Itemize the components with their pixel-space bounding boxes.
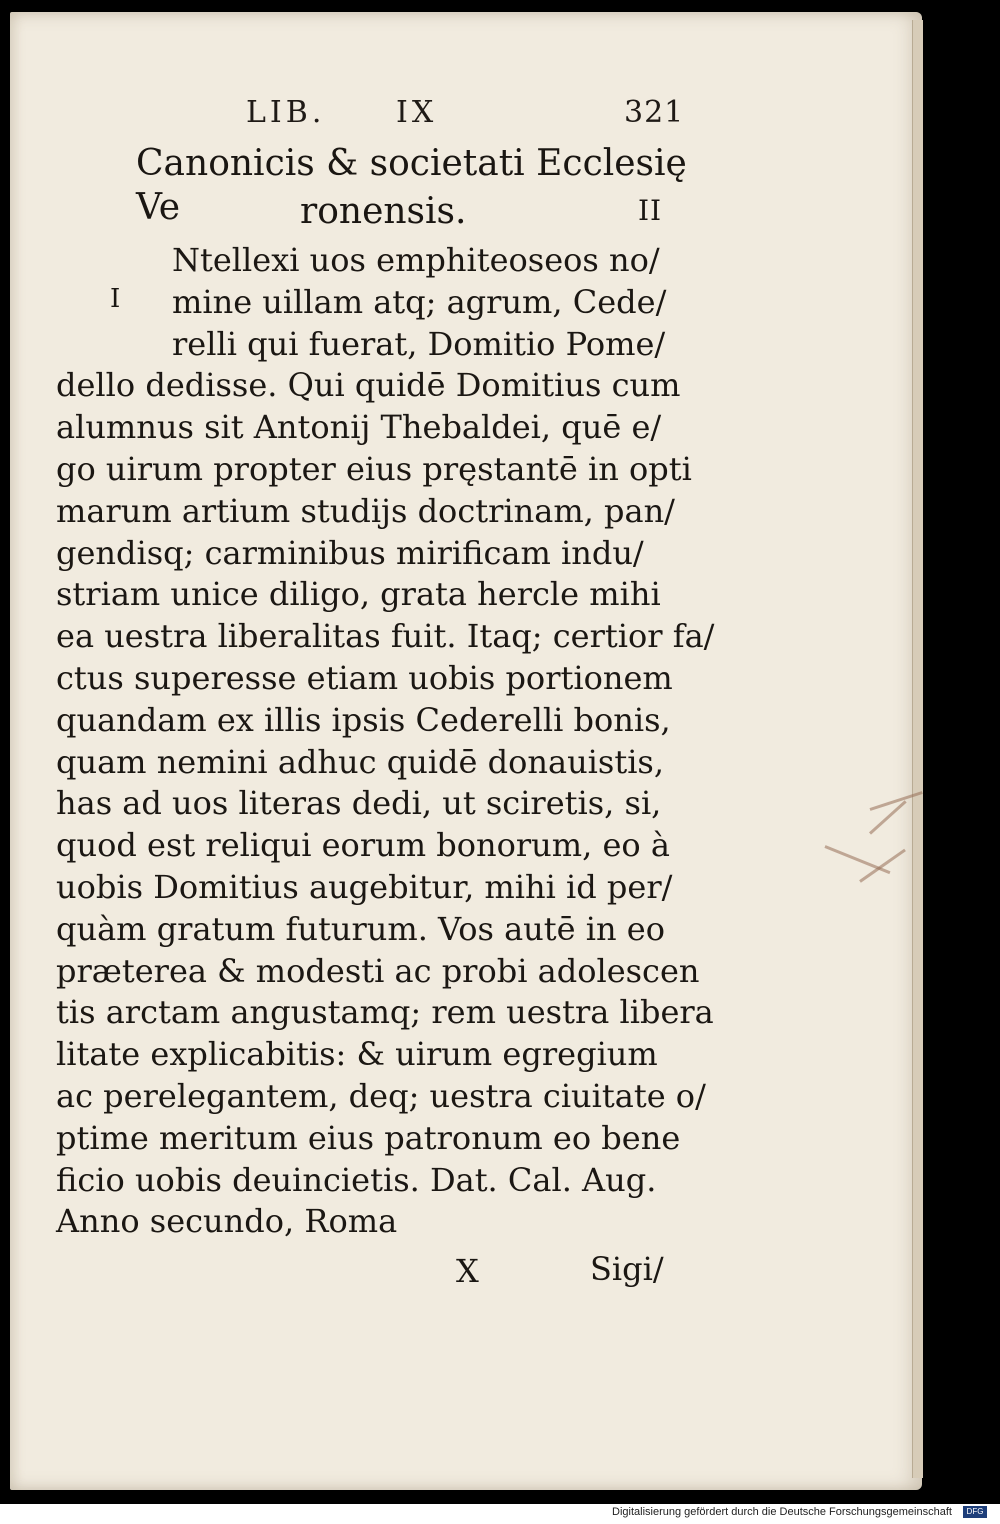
- body-line: marum artium studijs doctrinam, pan/: [56, 492, 675, 530]
- body-line: ctus superesse etiam uobis portionem: [56, 659, 673, 697]
- running-head-book: IX: [396, 95, 438, 130]
- body-line: quod est reliqui eorum bonorum, eo à: [56, 826, 670, 864]
- digitization-credit: Digitalisierung gefördert durch die Deutsche Forschungsgemeinschaft: [612, 1506, 952, 1518]
- body-line: mine uillam atq; agrum, Cede/: [172, 283, 667, 321]
- body-line: alumnus sit Antonij Thebaldei, quē e/: [56, 408, 662, 446]
- body-line: Ntellexi uos emphiteoseos no/: [172, 241, 660, 279]
- body-line: go uirum propter eius pręstantē in opti: [56, 450, 692, 488]
- body-line: ficio uobis deuincietis. Dat. Cal. Aug.: [56, 1161, 657, 1199]
- signature-mark: X: [456, 1252, 479, 1290]
- body-line: relli qui fuerat, Domitio Pome/: [172, 325, 666, 363]
- dfg-logo: DFG: [963, 1506, 987, 1518]
- body-line: ac perelegantem, deq; uestra ciuitate o/: [56, 1077, 706, 1115]
- body-line: quandam ex illis ipsis Cederelli bonis,: [56, 701, 671, 739]
- body-line: gendisq; carminibus mirificam indu/: [56, 534, 644, 572]
- page-edge: [912, 20, 923, 1478]
- letter-heading-line-2: ronensis.: [300, 191, 467, 232]
- body-line: uobis Domitius augebitur, mihi id per/: [56, 868, 673, 906]
- body-line: quàm gratum futurum. Vos autē in eo: [56, 910, 665, 948]
- body-line: ptime meritum eius patronum eo bene: [56, 1119, 681, 1157]
- letter-number: II: [638, 194, 663, 227]
- catchword: Sigi/: [590, 1250, 664, 1288]
- body-line: dello dedisse. Qui quidē Domitius cum: [56, 366, 681, 404]
- body-line: tis arctam angustamq; rem uestra libera: [56, 993, 714, 1031]
- page-number: 321: [624, 95, 685, 130]
- letter-heading-line-1: Canonicis & societati Ecclesię Ve: [136, 143, 687, 228]
- body-line: ea uestra liberalitas fuit. Itaq; certior fa/: [56, 617, 715, 655]
- margin-number: I: [110, 284, 121, 314]
- body-line: quam nemini adhuc quidē donauistis,: [56, 743, 665, 781]
- body-line: has ad uos literas dedi, ut sciretis, si,: [56, 784, 662, 822]
- running-head-lib: LIB.: [246, 95, 326, 130]
- body-line: litate explicabitis: & uirum egregium: [56, 1035, 658, 1073]
- body-line: præterea & modesti ac probi adolescen: [56, 952, 700, 990]
- body-line: striam unice diligo, grata hercle mihi: [56, 575, 661, 613]
- body-line: Anno secundo, Roma: [56, 1202, 398, 1240]
